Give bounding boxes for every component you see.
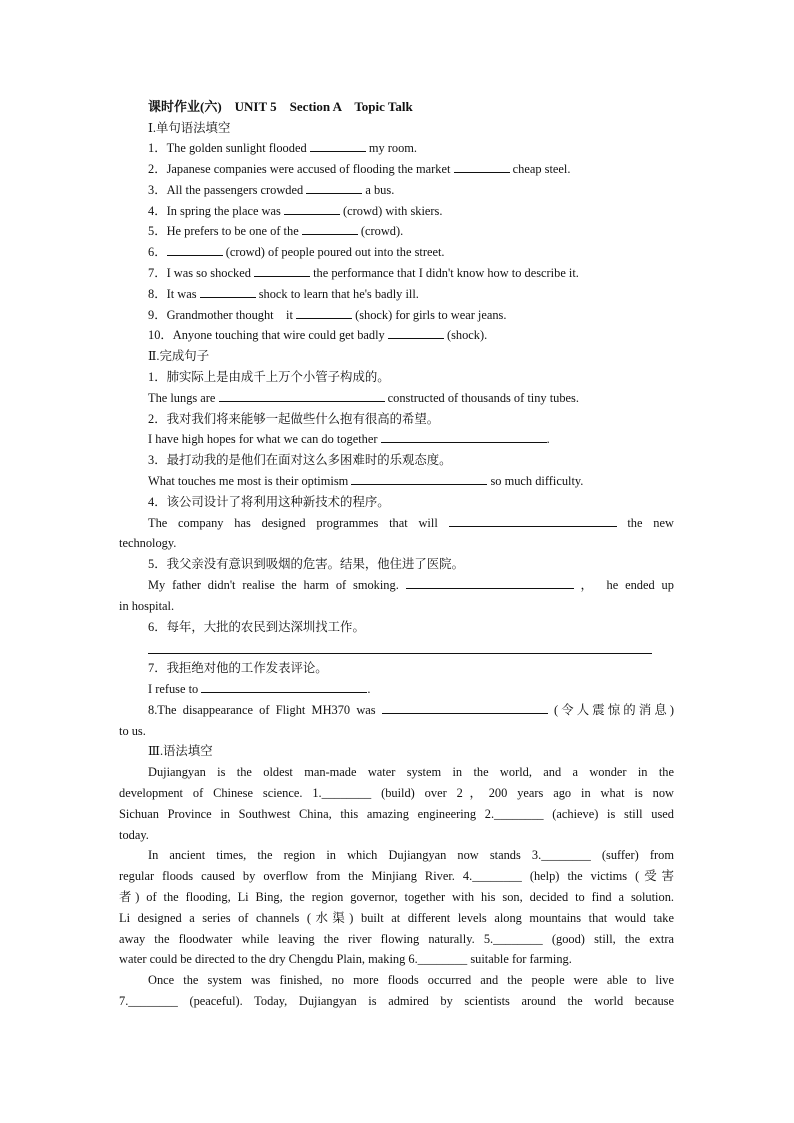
answer-blank[interactable] — [454, 161, 510, 173]
passage-line: Dujiangyan is the oldest man-made water system in the world, and a wonder in the — [148, 765, 674, 779]
exercise-item: 6． (crowd) of people poured out into the street. — [148, 245, 445, 259]
section-heading-1: Ⅰ.单句语法填空 — [148, 121, 231, 135]
sentence-answer-line: I refuse to . — [148, 682, 371, 696]
answer-blank[interactable] — [302, 223, 358, 235]
sentence-continuation: in hospital. — [119, 599, 175, 613]
answer-blank[interactable] — [306, 182, 362, 194]
answer-blank[interactable] — [382, 702, 548, 714]
sentence-prompt-cn: 3．最打动我的是他们在面对这么多困难时的乐观态度。 — [148, 453, 452, 467]
section-heading-2: Ⅱ.完成句子 — [148, 349, 210, 363]
answer-blank[interactable] — [296, 307, 352, 319]
answer-blank[interactable] — [200, 286, 256, 298]
passage-line: regular floods caused by overflow from the Minjiang River. 4.________ (help) the victims (受害 — [119, 869, 674, 883]
sentence-prompt-cn: 6．每年，大批的农民到达深圳找工作。 — [148, 620, 365, 634]
passage-line: Li designed a series of channels (水渠) built at different levels along mountains that would take — [119, 911, 674, 925]
exercise-item: 3．All the passengers crowded a bus. — [148, 183, 395, 197]
exercise-item: 2．Japanese companies were accused of flooding the market cheap steel. — [148, 162, 571, 176]
exercise-item: 8．It was shock to learn that he's badly ill. — [148, 287, 419, 301]
passage-line: development of Chinese science. 1.________ (build) over 2，200 years ago in what is now — [119, 786, 674, 800]
answer-blank[interactable] — [381, 431, 547, 443]
passage-line: away the floodwater while leaving the river flowing naturally. 5.________ (good) still, the extra — [119, 932, 674, 946]
answer-blank[interactable] — [351, 473, 487, 485]
exercise-item: 10．Anyone touching that wire could get badly (shock). — [148, 328, 488, 342]
exercise-item: 5．He prefers to be one of the (crowd). — [148, 224, 404, 238]
answer-blank[interactable] — [449, 515, 617, 527]
answer-blank-full-line[interactable] — [148, 653, 652, 654]
passage-line: water could be directed to the dry Chengdu Plain, making 6.________ suitable for farming. — [119, 952, 572, 966]
sentence-answer-line: The company has designed programmes that will the new — [148, 516, 674, 530]
answer-blank[interactable] — [310, 140, 366, 152]
answer-blank[interactable] — [167, 244, 223, 256]
sentence-continuation: to us. — [119, 724, 146, 738]
exercise-item: 1．The golden sunlight flooded my room. — [148, 141, 418, 155]
sentence-continuation: technology. — [119, 536, 177, 550]
exercise-item: 9．Grandmother thought it (shock) for girls to wear jeans. — [148, 308, 507, 322]
answer-blank[interactable] — [406, 577, 574, 589]
exercise-item: 7．I was so shocked the performance that I didn't know how to describe it. — [148, 266, 579, 280]
sentence-prompt-cn: 7．我拒绝对他的工作发表评论。 — [148, 661, 328, 675]
sentence-answer-line: My father didn't realise the harm of smoking. ， he ended up — [148, 578, 674, 592]
sentence-prompt-cn: 5．我父亲没有意识到吸烟的危害。结果，他住进了医院。 — [148, 557, 464, 571]
passage-line: Sichuan Province in Southwest China, this amazing engineering 2.________ (achieve) is still used — [119, 807, 674, 821]
sentence-prompt-cn: 2．我对我们将来能够一起做些什么抱有很高的希望。 — [148, 412, 440, 426]
sentence-answer-line: I have high hopes for what we can do together . — [148, 432, 550, 446]
section-heading-3: Ⅲ.语法填空 — [148, 744, 213, 758]
sentence-answer-line: 8.The disappearance of Flight MH370 was (令人震惊的消息) — [148, 703, 674, 717]
page-title: 课时作业(六) UNIT 5 Section A Topic Talk — [148, 99, 413, 114]
passage-line: 7.________ (peaceful). Today, Dujiangyan is admired by scientists around the world because — [119, 994, 674, 1008]
answer-blank[interactable] — [219, 390, 385, 402]
exercise-item: 4．In spring the place was (crowd) with skiers. — [148, 204, 443, 218]
answer-blank[interactable] — [254, 265, 310, 277]
passage-line: In ancient times, the region in which Dujiangyan now stands 3.________ (suffer) from — [148, 848, 674, 862]
passage-line: Once the system was finished, no more floods occurred and the people were able to live — [148, 973, 674, 987]
passage-line: 者) of the flooding, Li Bing, the region governor, together with his son, decided to find a solution. — [119, 890, 674, 904]
sentence-prompt-cn: 1．肺实际上是由成千上万个小管子构成的。 — [148, 370, 390, 384]
sentence-answer-line: What touches me most is their optimism so much difficulty. — [148, 474, 584, 488]
answer-blank[interactable] — [388, 327, 444, 339]
sentence-prompt-cn: 4．该公司设计了将利用这种新技术的程序。 — [148, 495, 390, 509]
answer-blank[interactable] — [201, 681, 367, 693]
sentence-answer-line: The lungs are constructed of thousands of tiny tubes. — [148, 391, 579, 405]
passage-line: today. — [119, 828, 149, 842]
answer-blank[interactable] — [284, 203, 340, 215]
